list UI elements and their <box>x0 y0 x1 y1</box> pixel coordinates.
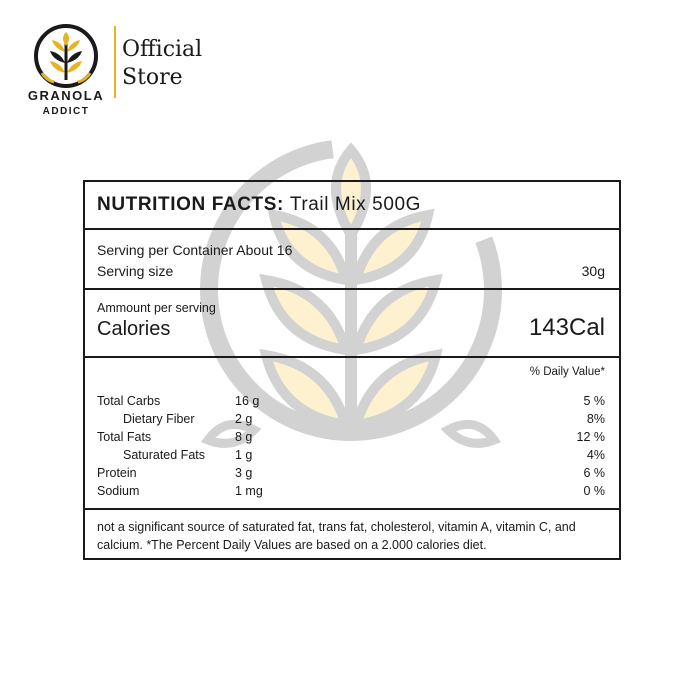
nutrient-name: Saturated Fats <box>123 448 205 462</box>
brand-divider <box>114 26 116 98</box>
nutrient-daily-value: 0 % <box>583 484 605 498</box>
table-row <box>85 448 619 466</box>
logo-text-top: GRANOLA <box>27 88 105 103</box>
serving-size-value: 30g <box>581 263 605 279</box>
store-line-2: Store <box>122 65 183 90</box>
nutrient-daily-value: 5 % <box>583 394 605 408</box>
footnote: not a significant source of saturated fat, trans fat, cholesterol, vitamin A, vitamin C, and calcium. *The Percent Daily Values are based on a 2.000 calories diet. <box>97 520 576 552</box>
nutrition-facts-panel <box>83 180 621 560</box>
title-heading: NUTRITION FACTS: <box>97 194 284 215</box>
title-section <box>85 182 619 230</box>
table-row <box>85 430 619 448</box>
table-row <box>85 484 619 502</box>
nutrient-name: Total Fats <box>97 430 152 444</box>
daily-value-header: % Daily Value* <box>529 366 605 378</box>
calories-label: Calories <box>97 318 171 340</box>
nutrient-amount: 8 g <box>235 430 253 444</box>
serving-section <box>85 230 619 290</box>
wheat-icon <box>20 18 112 118</box>
nutrient-daily-value: 12 % <box>576 430 605 444</box>
panel-title <box>97 194 421 216</box>
nutrient-amount: 2 g <box>235 412 253 426</box>
nutrient-amount: 16 g <box>235 394 260 408</box>
nutrient-name: Total Carbs <box>97 394 161 408</box>
logo-text-bottom: ADDICT <box>42 106 90 117</box>
table-row <box>85 466 619 484</box>
nutrient-table <box>85 358 619 510</box>
nutrient-daily-value: 6 % <box>583 466 605 480</box>
table-row <box>85 412 619 430</box>
nutrient-name: Dietary Fiber <box>123 412 195 426</box>
nutrient-daily-value: 4% <box>586 448 605 462</box>
nutrient-daily-value: 8% <box>586 412 605 426</box>
calories-value: 143Cal <box>528 314 605 341</box>
servings-per-container: Serving per Container About 16 <box>97 242 293 258</box>
nutrient-name: Protein <box>97 466 137 480</box>
nutrient-name: Sodium <box>97 484 140 498</box>
nutrient-amount: 1 mg <box>235 484 263 498</box>
serving-size-label: Serving size <box>97 263 174 279</box>
nutrient-amount: 3 g <box>235 466 253 480</box>
table-row <box>85 394 619 412</box>
amount-per-serving-label: Ammount per serving <box>97 301 216 315</box>
brand-logo <box>20 18 112 118</box>
product-name: Trail Mix 500G <box>289 194 422 215</box>
nutrient-amount: 1 g <box>235 448 253 462</box>
store-label <box>122 36 202 92</box>
calories-section <box>85 290 619 358</box>
footnote-section <box>85 510 619 560</box>
store-line-1: Official <box>122 37 203 62</box>
